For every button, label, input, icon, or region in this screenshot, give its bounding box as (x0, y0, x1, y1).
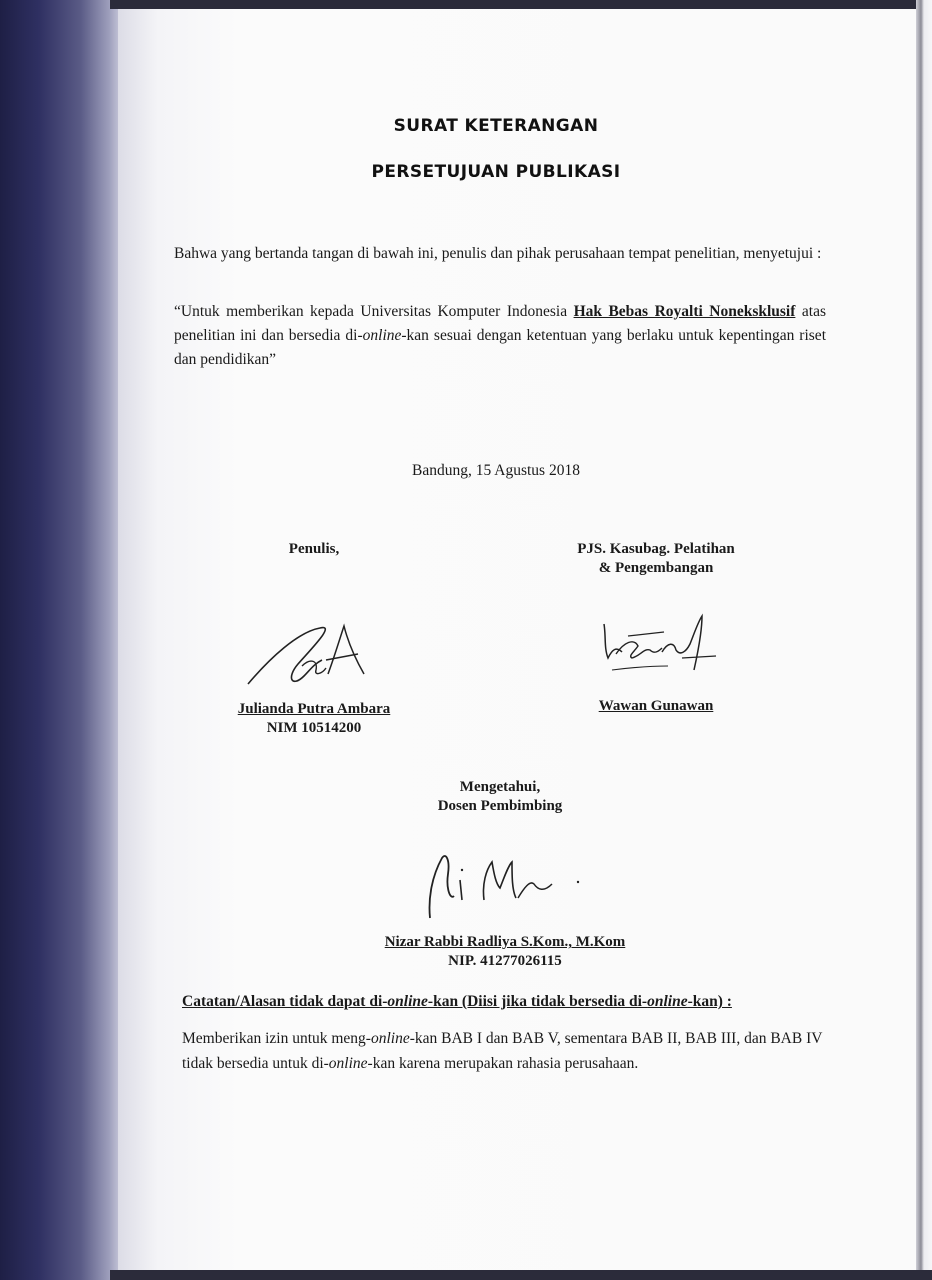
notes-heading-online-1: online (387, 993, 428, 1010)
page-top-edge (110, 0, 932, 9)
advisor-signature (420, 848, 590, 924)
company-signer-name: Wawan Gunawan (598, 698, 714, 714)
license-name: Hak Bebas Royalti Noneksklusif (573, 303, 796, 320)
page-right-edge (916, 0, 932, 1280)
notes-body-online-2: online (328, 1055, 368, 1072)
advisor-role-line1: Mengetahui, (459, 779, 541, 795)
intro-paragraph: Bahwa yang bertanda tangan di bawah ini, penulis dan pihak perusahaan tempat penelitian, menyetujui : (174, 245, 822, 262)
statement-part2: atas penelitian ini dan bersedia di- (174, 303, 826, 344)
company-role-line1: PJS. Kasubag. Pelatihan (577, 541, 735, 557)
author-name: Julianda Putra Ambara (237, 701, 391, 717)
notes-heading-online-2: online (647, 993, 688, 1010)
notes-body-part1: Memberikan izin untuk meng- (182, 1030, 371, 1047)
author-signature (240, 618, 370, 693)
notes-heading-part3: -kan) : (687, 993, 732, 1010)
advisor-role-line2: Dosen Pembimbing (437, 798, 563, 814)
place-date: Bandung, 15 Agustus 2018 (412, 462, 580, 479)
notes-body-part3: -kan karena merupakan rahasia perusahaan. (367, 1055, 639, 1072)
statement-part3: -kan sesuai dengan ketentuan yang berlaku untuk kepentingan riset dan pendidikan” (174, 327, 826, 368)
notes-heading (182, 992, 842, 1011)
document-page (118, 8, 918, 1272)
scanner-background (0, 0, 130, 1280)
company-role-line2: & Pengembangan (598, 560, 714, 576)
notes-body (182, 1026, 830, 1076)
author-role: Penulis, (288, 541, 340, 557)
notes-body-part2: -kan BAB I dan BAB V, sementara BAB II, BAB III, dan BAB IV tidak bersedia untuk di- (182, 1030, 823, 1072)
document-subtitle: PERSETUJUAN PUBLIKASI (371, 162, 621, 182)
notes-heading-part1: Catatan/Alasan tidak dapat di- (182, 993, 388, 1010)
page-bottom-edge (110, 1270, 932, 1280)
document-title: SURAT KETERANGAN (393, 116, 599, 136)
notes-body-online-1: online (370, 1030, 410, 1047)
company-signature (598, 612, 722, 682)
author-id: NIM 10514200 (266, 720, 362, 736)
notes-heading-part2: -kan (Diisi jika tidak bersedia di- (427, 993, 648, 1010)
advisor-id: NIP. 41277026115 (448, 953, 562, 969)
statement-part1: “Untuk memberikan kepada Universitas Komputer Indonesia (174, 303, 574, 320)
advisor-name: Nizar Rabbi Radliya S.Kom., M.Kom (384, 934, 626, 950)
statement-online: online (362, 327, 402, 344)
statement-paragraph (174, 300, 826, 372)
